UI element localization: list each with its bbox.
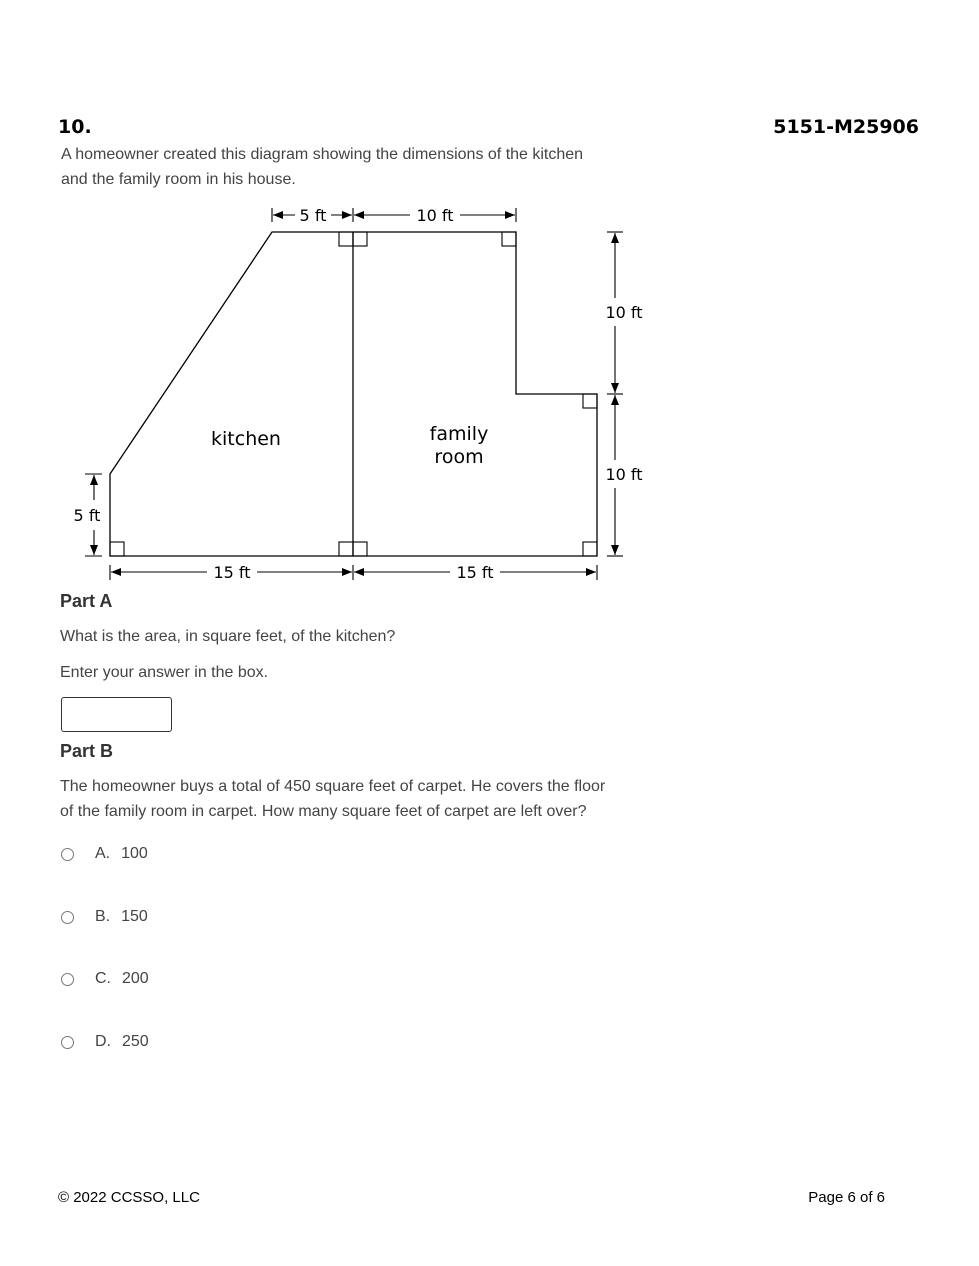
option-c[interactable] <box>61 968 149 990</box>
dim-label-bottom-left: 15 ft <box>213 563 251 582</box>
option-a[interactable] <box>61 843 148 865</box>
radio-button[interactable] <box>61 1036 74 1049</box>
part-b-line-1: The homeowner buys a total of 450 square feet of carpet. He covers the floor <box>60 778 606 795</box>
radio-button[interactable] <box>61 848 74 861</box>
dim-label-top-left: 5 ft <box>299 206 327 225</box>
option-letter: A. <box>95 845 111 862</box>
option-d[interactable] <box>61 1031 149 1053</box>
option-letter: B. <box>95 908 111 925</box>
part-b-heading: Part B <box>60 741 114 761</box>
part-a-instruction: Enter your answer in the box. <box>60 664 269 681</box>
option-value: 150 <box>121 908 148 925</box>
part-b-question <box>60 774 700 824</box>
part-b-line-2: of the family room in carpet. How many square feet of carpet are left over? <box>60 803 587 820</box>
radio-button[interactable] <box>61 973 74 986</box>
dim-label-right-lower: 10 ft <box>605 465 643 484</box>
radio-button[interactable] <box>61 911 74 924</box>
family-room-label-line-2: room <box>434 446 484 468</box>
dim-label-top-right: 10 ft <box>416 206 454 225</box>
option-value: 200 <box>122 970 149 987</box>
dim-label-right-upper: 10 ft <box>605 303 643 322</box>
part-a-question: What is the area, in square feet, of the kitchen? <box>60 628 396 645</box>
footer-page-number: Page 6 of 6 <box>808 1189 885 1206</box>
option-value: 100 <box>121 845 148 862</box>
item-id: 5151-M25906 <box>773 116 919 138</box>
option-value: 250 <box>122 1033 149 1050</box>
option-b[interactable] <box>61 906 148 928</box>
option-letter: D. <box>95 1033 111 1050</box>
question-number: 10. <box>58 116 92 138</box>
family-room-label-line-1: family <box>429 423 489 445</box>
answer-input[interactable] <box>61 697 172 732</box>
dim-label-bottom-right: 15 ft <box>456 563 494 582</box>
dim-label-left: 5 ft <box>73 506 101 525</box>
stem-line-1: A homeowner created this diagram showing the dimensions of the kitchen <box>61 146 584 163</box>
part-a-heading: Part A <box>60 591 113 611</box>
option-letter: C. <box>95 970 111 987</box>
floor-plan-diagram <box>0 195 700 590</box>
question-stem <box>61 142 681 192</box>
footer-copyright: © 2022 CCSSO, LLC <box>58 1189 200 1206</box>
kitchen-label: kitchen <box>211 428 281 450</box>
stem-line-2: and the family room in his house. <box>61 171 296 188</box>
